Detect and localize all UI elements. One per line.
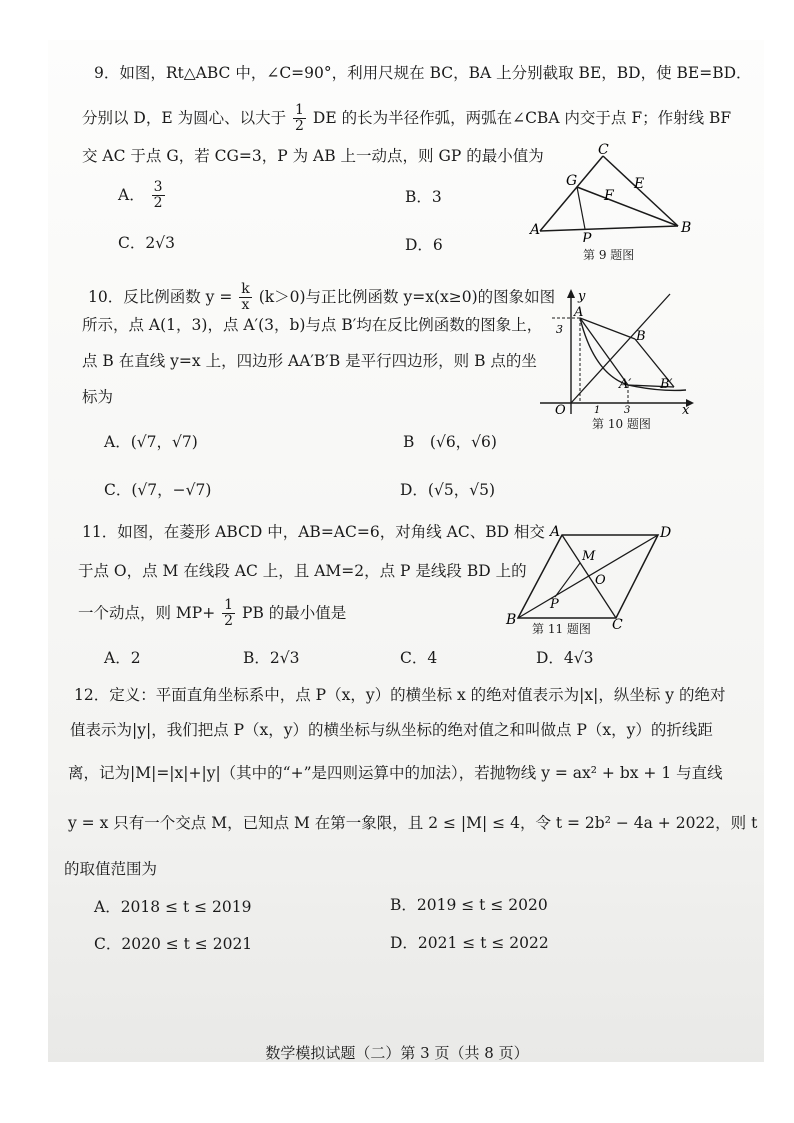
q10-line4: 标为 <box>82 388 114 406</box>
q9-option-c: C．2√3 <box>118 234 175 252</box>
q9-line2-b: DE 的长为半径作弧，两弧在∠CBA 内交于点 F；作射线 BF <box>312 108 732 127</box>
q10-line2: 所示，点 A(1，3)，点 A′(3，b)与点 B′均在反比例函数的图象上， <box>82 316 543 334</box>
q9-line2-a: 分别以 D，E 为圆心、以大于 <box>82 108 287 127</box>
q9-label-g: G <box>566 173 578 189</box>
q9-line2 <box>82 103 731 135</box>
q9-label-f: F <box>604 188 614 204</box>
q11-option-b: B．2√3 <box>243 649 300 667</box>
q12-line4: y = x 只有一个交点 M，已知点 M 在第一象限，且 2 ≤ |M| ≤ 4，令 t = 2b² − 4a + 2022，则 t <box>68 814 758 832</box>
q11-label-o: O <box>595 573 606 588</box>
q10-fig-caption: 第 10 题图 <box>592 417 651 431</box>
q9-line1: 9．如图，Rt△ABC 中，∠C=90°，利用尺规在 BC，BA 上分别截取 BE，BD，使 BE=BD． <box>94 64 752 82</box>
q11-label-b: B <box>506 612 517 628</box>
q12-option-c: C．2020 ≤ t ≤ 2021 <box>94 935 253 953</box>
q12-option-b: B．2019 ≤ t ≤ 2020 <box>390 896 548 914</box>
q10-label-1: 1 <box>594 405 601 416</box>
q9-line3: 交 AC 于点 G，若 CG=3，P 为 AB 上一动点，则 GP 的最小值为 <box>82 147 544 165</box>
q12-line3: 离，记为|M|=|x|+|y|（其中的“+”是四则运算中的加法），若抛物线 y = ax² + bx + 1 与直线 <box>68 764 723 782</box>
q10-option-d: D．(√5，√5) <box>400 481 495 499</box>
q11-line1: 11．如图，在菱形 ABCD 中，AB=AC=6，对角线 AC、BD 相交 <box>82 523 545 541</box>
q9-label-e: E <box>634 176 645 192</box>
q10-label-a-prime: A′ <box>619 377 632 392</box>
q12-line2: 值表示为|y|，我们把点 P（x，y）的横坐标与纵坐标的绝对值之和叫做点 P（x，y）的折线距 <box>70 721 713 739</box>
q11-label-p: P <box>550 597 559 612</box>
q11-figure <box>500 522 680 632</box>
q10-label-b: B <box>636 329 646 344</box>
q9-fraction: $\frac{1}{2}$ <box>295 102 304 135</box>
q10-label-o: O <box>555 403 566 416</box>
q12-option-a: A．2018 ≤ t ≤ 2019 <box>94 898 252 916</box>
q9-option-a: A． $\frac{3}{2}$ <box>118 179 163 212</box>
q11-line2: 于点 O，点 M 在线段 AC 上，且 AM=2，点 P 是线段 BD 上的 <box>78 562 527 580</box>
q10-label-y: y <box>578 289 586 304</box>
q12-line5: 的取值范围为 <box>64 860 158 878</box>
q11-option-d: D．4√3 <box>536 649 594 667</box>
q10-line1: 10．反比例函数 y = $\frac{k}{x}$ (k＞0)与正比例函数 y=x(x≥0)的图象如图 <box>88 281 556 314</box>
q11-fig-caption: 第 11 题图 <box>532 622 591 636</box>
q10-label-x: x <box>682 403 690 416</box>
q12-option-d: D．2021 ≤ t ≤ 2022 <box>390 934 549 952</box>
q10-label-b-prime: B′ <box>660 377 673 392</box>
q10-option-c: C．(√7，−√7) <box>104 481 212 499</box>
q10-fraction: $\frac{k}{x}$ <box>241 281 250 314</box>
q11-label-m: M <box>582 549 596 564</box>
q11-option-a: A．2 <box>104 649 141 667</box>
q12-line1: 12．定义：平面直角坐标系中，点 P（x，y）的横坐标 x 的绝对值表示为|x|，纵坐标 y 的绝对 <box>74 686 726 704</box>
q11-line3: 一个动点，则 MP+ $\frac{1}{2}$ PB 的最小值是 <box>78 597 347 630</box>
q9-label-p: P <box>582 231 592 242</box>
q11-option-c: C．4 <box>400 649 438 667</box>
q11-fraction: $\frac{1}{2}$ <box>224 597 234 630</box>
q9-fig-caption: 第 9 题图 <box>583 248 635 262</box>
q10-label-a: A <box>574 305 584 320</box>
q11-label-d: D <box>660 525 672 541</box>
q9-option-b: B．3 <box>405 188 442 206</box>
q10-option-b: B (√6，√6) <box>403 433 497 451</box>
q11-label-a: A <box>550 524 561 540</box>
q9-label-c: C <box>598 142 609 158</box>
q10-option-a: A．(√7，√7) <box>104 433 198 451</box>
q9-label-a: A <box>530 222 541 238</box>
q9-option-d: D．6 <box>405 236 443 254</box>
q10-line3: 点 B 在直线 y=x 上，四边形 AA′B′B 是平行四边形，则 B 点的坐 <box>82 352 537 370</box>
q9-label-b: B <box>681 220 692 236</box>
q10-figure <box>536 286 706 416</box>
q11-label-c: C <box>612 617 623 632</box>
q9-figure <box>528 142 708 242</box>
page-footer: 数学模拟试题（二）第 3 页（共 8 页） <box>265 1044 529 1062</box>
q10-label-3: 3 <box>556 323 563 336</box>
q10-label-3x: 3 <box>624 405 631 416</box>
